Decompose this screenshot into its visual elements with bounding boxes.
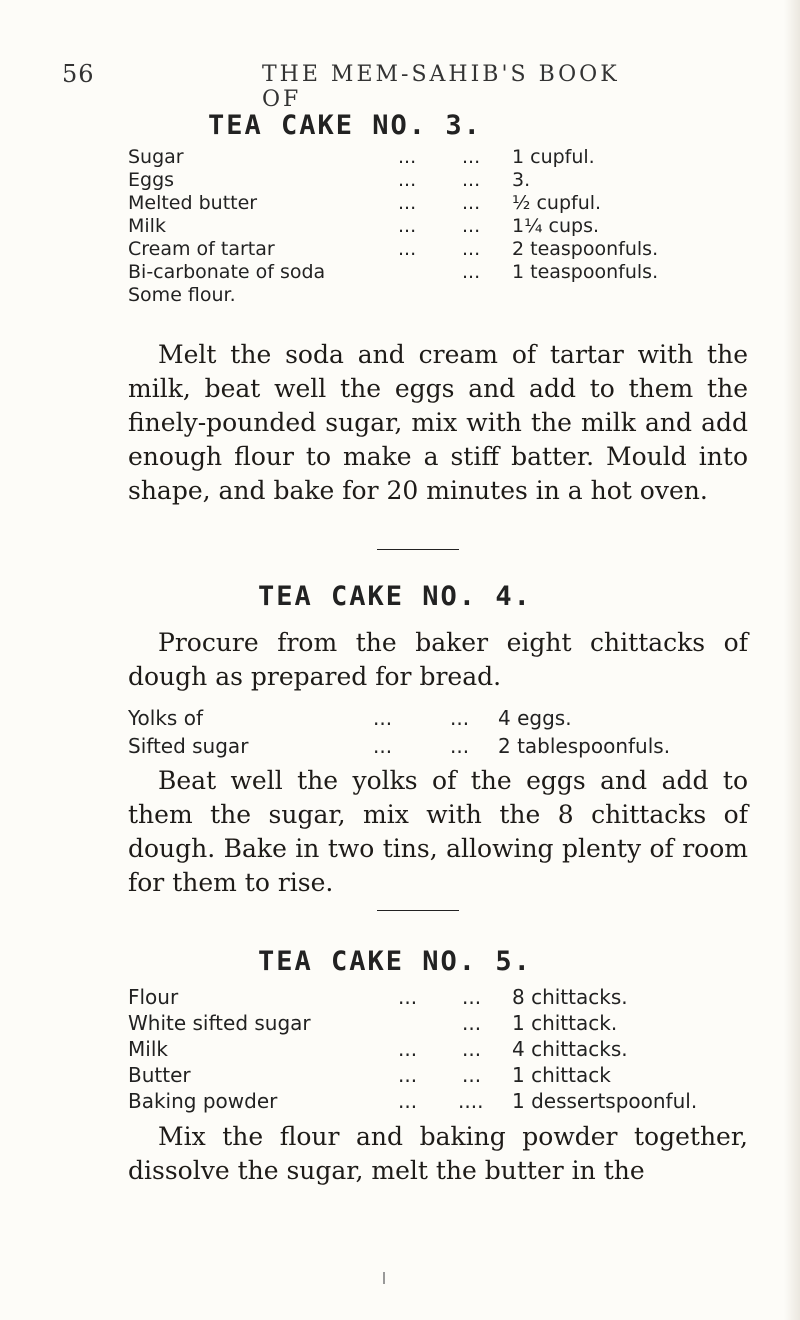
ingredient-name: Melted butter xyxy=(128,192,258,214)
leader-dots: ... xyxy=(373,706,393,730)
leader-dots: ... xyxy=(462,192,481,214)
leader-dots: ... xyxy=(462,215,481,237)
leader-dots: ... xyxy=(462,1011,482,1035)
leader-dots: ... xyxy=(398,215,417,237)
ingredient-quantity: 1 teaspoonfuls. xyxy=(512,261,659,283)
ingredient-name: White sifted sugar xyxy=(128,1011,311,1035)
leader-dots: ... xyxy=(450,734,470,758)
recipe-method: Melt the soda and cream of tartar with the milk, beat well the eggs and add to them the finely-pounded sugar, mix with the milk and add enough flour to make a stiff batter. Mould into shape, and bake for 20 minutes in a hot oven. xyxy=(128,340,748,505)
recipe-title: TEA CAKE NO. 3. xyxy=(208,110,482,141)
ingredient-quantity: 1 chittack. xyxy=(512,1011,618,1035)
leader-dots: ... xyxy=(450,706,470,730)
ingredient-name: Some flour. xyxy=(128,284,236,306)
section-divider xyxy=(377,910,459,911)
ingredient-name: Yolks of xyxy=(128,706,203,730)
ingredient-name: Sifted sugar xyxy=(128,734,249,758)
leader-dots: ... xyxy=(398,1063,418,1087)
leader-dots: ... xyxy=(398,192,417,214)
recipe-title: TEA CAKE NO. 4. xyxy=(258,581,532,612)
recipe-method: Mix the flour and baking powder together, dissolve the sugar, melt the butter in the xyxy=(128,1122,748,1185)
print-speck xyxy=(383,1272,385,1284)
ingredient-name: Flour xyxy=(128,985,179,1009)
ingredient-name: Bi-carbonate of soda xyxy=(128,261,326,283)
leader-dots: ... xyxy=(462,169,481,191)
leader-dots: ... xyxy=(398,169,417,191)
ingredient-name: Milk xyxy=(128,1037,168,1061)
ingredient-quantity: 4 eggs. xyxy=(498,706,572,730)
page-header xyxy=(62,60,622,112)
leader-dots: ... xyxy=(462,985,482,1009)
running-head: THE MEM-SAHIB'S BOOK OF xyxy=(262,62,620,112)
ingredient-quantity: 1 chittack xyxy=(512,1063,611,1087)
recipe-title: TEA CAKE NO. 5. xyxy=(258,946,532,977)
ingredient-name: Cream of tartar xyxy=(128,238,275,260)
recipe-method: Beat well the yolks of the eggs and add to them the sugar, mix with the 8 chittacks of dough. Bake in two tins, allowing plenty of room for them to rise. xyxy=(128,766,748,897)
leader-dots: ... xyxy=(462,238,481,260)
ingredient-name: Milk xyxy=(128,215,166,237)
ingredient-quantity: ½ cupful. xyxy=(512,192,602,214)
leader-dots: ... xyxy=(462,261,481,283)
leader-dots: ... xyxy=(398,985,418,1009)
ingredient-quantity: 8 chittacks. xyxy=(512,985,628,1009)
section-divider xyxy=(377,549,459,550)
leader-dots: ... xyxy=(373,734,393,758)
leader-dots: .... xyxy=(458,1089,484,1113)
recipe-intro: Procure from the baker eight chittacks of dough as prepared for bread. xyxy=(128,628,748,691)
leader-dots: ... xyxy=(398,238,417,260)
ingredient-quantity: 1¼ cups. xyxy=(512,215,600,237)
ingredient-name: Baking powder xyxy=(128,1089,278,1113)
ingredient-name: Eggs xyxy=(128,169,175,191)
leader-dots: ... xyxy=(462,1063,482,1087)
ingredient-name: Sugar xyxy=(128,146,184,168)
leader-dots: ... xyxy=(398,1089,418,1113)
ingredient-quantity: 2 teaspoonfuls. xyxy=(512,238,659,260)
page-number: 56 xyxy=(62,60,95,88)
leader-dots: ... xyxy=(398,1037,418,1061)
ingredient-quantity: 2 tablespoonfuls. xyxy=(498,734,671,758)
leader-dots: ... xyxy=(462,146,481,168)
leader-dots: ... xyxy=(462,1037,482,1061)
leader-dots: ... xyxy=(398,146,417,168)
ingredient-quantity: 4 chittacks. xyxy=(512,1037,628,1061)
ingredient-quantity: 1 cupful. xyxy=(512,146,595,168)
page-edge-shadow xyxy=(784,0,800,1320)
ingredient-quantity: 3. xyxy=(512,169,531,191)
ingredient-name: Butter xyxy=(128,1063,191,1087)
ingredient-quantity: 1 dessertspoonful. xyxy=(512,1089,698,1113)
